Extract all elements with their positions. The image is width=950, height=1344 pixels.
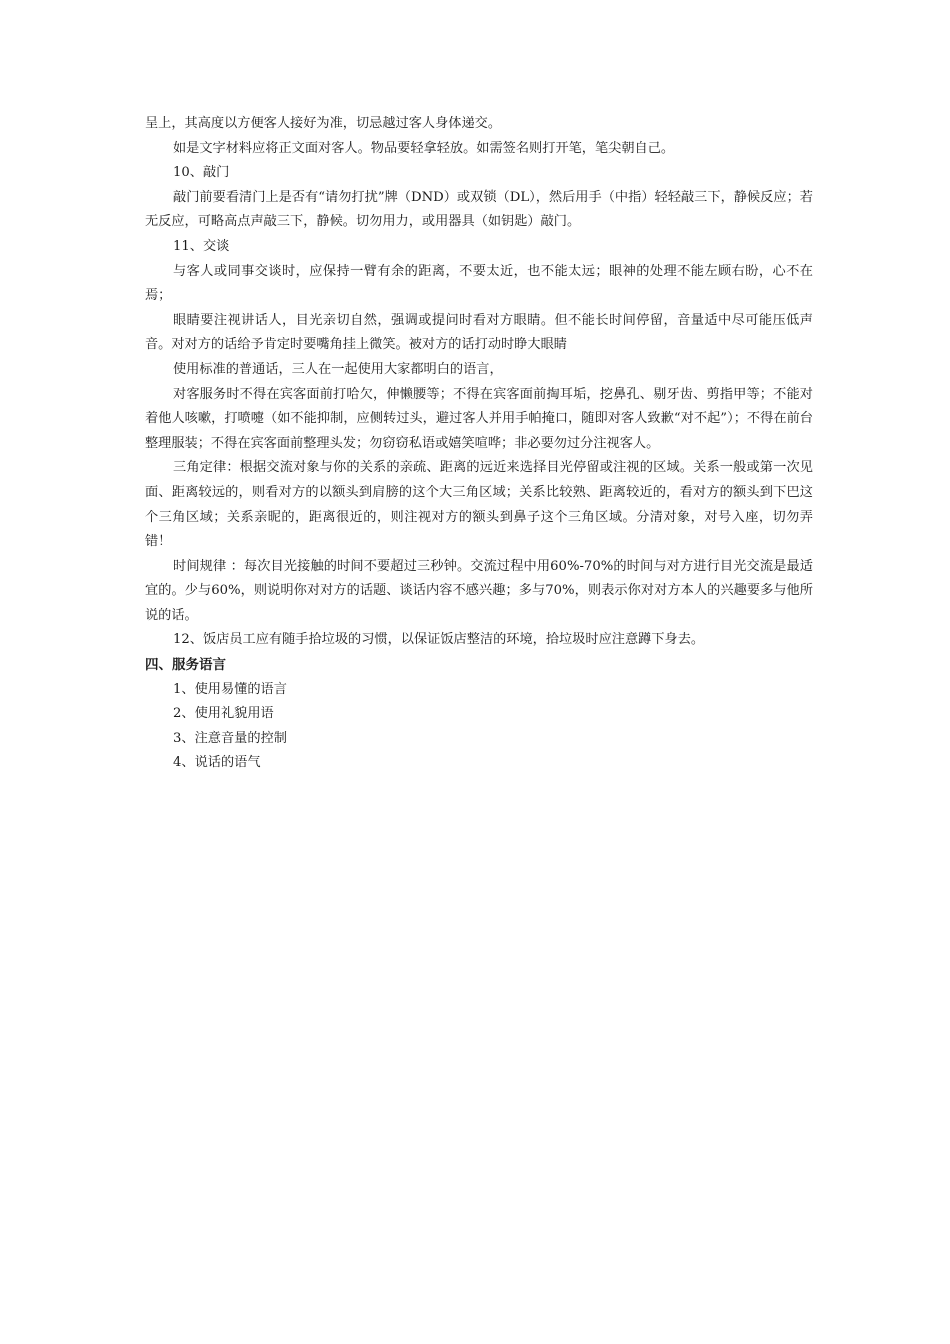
section-heading: 四、服务语言	[145, 657, 226, 674]
subheading-conversation: 11、交谈	[173, 238, 230, 254]
paragraph-conversation-distance: 与客人或同事交谈时，应保持一臂有余的距离，不要太近，也不能太远；眼神的处理不能左顾右盼，心不在焉；	[145, 263, 813, 304]
list-item: 3、注意音量的控制	[173, 730, 287, 746]
document-page	[145, 112, 813, 776]
list-item: 4、说话的语气	[173, 755, 261, 771]
list-item: 2、使用礼貌用语	[173, 706, 274, 722]
paragraph-time-rule: 时间规律 ：每次目光接触的时间不要超过三秒钟。交流过程中用60%-70%的时间与对方进行目光交流是最适宜的。少与60%，则说明你对对方的话题、谈话内容不感兴趣；多与70%，则表示你对对方本人的兴趣要多与他所说的话。	[145, 558, 813, 623]
paragraph-knocking: 敲门前要看清门上是否有“请勿打扰”牌（DND）或双锁（DL），然后用手（中指）轻轻敲三下，静候反应；若无反应，可略高点声敲三下，静候。切勿用力，或用器具（如钥匙）敲门。	[145, 189, 813, 230]
list-item: 1、使用易懂的语言	[173, 681, 287, 697]
paragraph-mandarin: 使用标准的普通话，三人在一起使用大家都明白的语言，	[173, 361, 503, 377]
paragraph-triangle-rule: 三角定律：根据交流对象与你的关系的亲疏、距离的远近来选择目光停留或注视的区域。关系一般或第一次见面、距离较远的，则看对方的以额头到肩膀的这个大三角区域；关系比较熟、距离较近的，看对方的额头到下巴这个三角区域；关系亲昵的，距离很近的，则注视对方的额头到鼻子这个三角区域。分清对象，对号入座，切勿弄错！	[145, 460, 813, 550]
paragraph-continuation: 呈上，其高度以方便客人接好为准，切忌越过客人身体递交。	[145, 116, 502, 131]
paragraph-eye-contact: 眼睛要注视讲话人，目光亲切自然，强调或提问时看对方眼睛。但不能长时间停留，音量适中尽可能压低声音。对对方的话给予肯定时要嘴角挂上微笑。被对方的话打动时睁大眼睛	[145, 312, 813, 353]
paragraph-document-handling: 如是文字材料应将正文面对客人。物品要轻拿轻放。如需签名则打开笔，笔尖朝自己。	[173, 140, 675, 156]
paragraph-litter: 12、饭店员工应有随手拾垃圾的习惯，以保证饭店整洁的环境，拾垃圾时应注意蹲下身去。	[173, 632, 705, 648]
paragraph-service-conduct: 对客服务时不得在宾客面前打哈欠，伸懒腰等；不得在宾客面前掏耳垢，挖鼻孔、剔牙齿、剪指甲等；不能对着他人咳嗽，打喷嚏（如不能抑制，应侧转过头，避过客人并用手帕掩口，随即对客人致歉“对不起”）；不得在前台整理服装；不得在宾客面前整理头发；勿窃窃私语或嬉笑喧哗；非必要勿过分注视客人。	[145, 386, 813, 451]
subheading-knocking: 10、敲门	[173, 165, 230, 181]
